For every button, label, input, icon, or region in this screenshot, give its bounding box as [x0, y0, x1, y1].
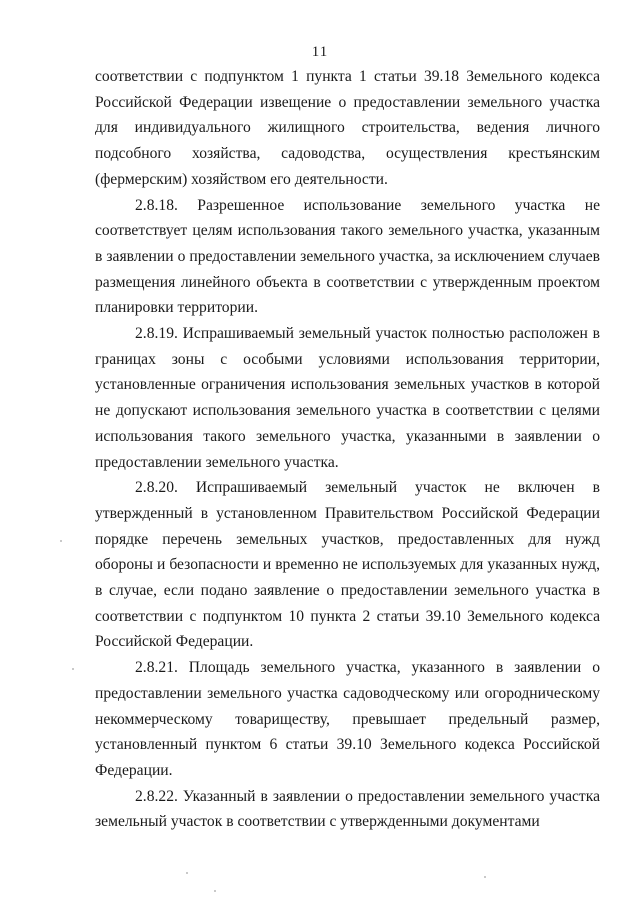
- scan-speck: [214, 890, 216, 892]
- page-number: 11: [311, 44, 329, 60]
- paragraph-2-8-20: 2.8.20. Испрашиваемый земельный участок не включен в утвержденный в установленном Правительством Российской Федерации порядке перечень земельных участков, предоставленных для нужд обороны и безопасности и временно не используемых для указанных нужд, в случае, если подано заявление о предоставлении земельного участка в соответствии с подпунктом 10 пункта 2 статьи 39.10 Земельного кодекса Российской Федерации.: [95, 479, 600, 651]
- paragraph-2-8-22: 2.8.22. Указанный в заявлении о предоставлении земельного участка земельный участок в соответствии с утвержденными документами: [95, 787, 600, 831]
- paragraph-2-8-19: 2.8.19. Испрашиваемый земельный участок полностью расположен в границах зоны с особыми условиями использования территории, установленные ограничения использования земельных участков в которой не допускают использования земельного участка в соответствии с целями использования такого земельного участка, указанными в заявлении о предоставлении земельного участка.: [95, 325, 600, 471]
- scan-speck: [484, 876, 486, 878]
- paragraph-2-8-21: 2.8.21. Площадь земельного участка, указанного в заявлении о предоставлении земельного участка садоводческому или огородническому некоммерческому товариществу, превышает предельный размер, установленный пунктом 6 статьи 39.10 Земельного кодекса Российской Федерации.: [95, 659, 600, 779]
- document-body: [95, 64, 600, 835]
- scan-speck: [72, 668, 74, 670]
- scan-speck: [60, 540, 62, 542]
- paragraph-continuation: соответствии с подпунктом 1 пункта 1 статьи 39.18 Земельного кодекса Российской Федерации извещение о предоставлении земельного участка для индивидуального жилищного строительства, ведения личного подсобного хозяйства, садоводства, осуществления крестьянским (фермерским) хозяйством его деятельности.: [95, 68, 600, 188]
- scan-speck: [186, 872, 188, 874]
- paragraph-2-8-18: 2.8.18. Разрешенное использование земельного участка не соответствует целям использования такого земельного участка, указанным в заявлении о предоставлении земельного участка, за исключением случаев размещения линейного объекта в соответствии с утвержденным проектом планировки территории.: [95, 196, 600, 317]
